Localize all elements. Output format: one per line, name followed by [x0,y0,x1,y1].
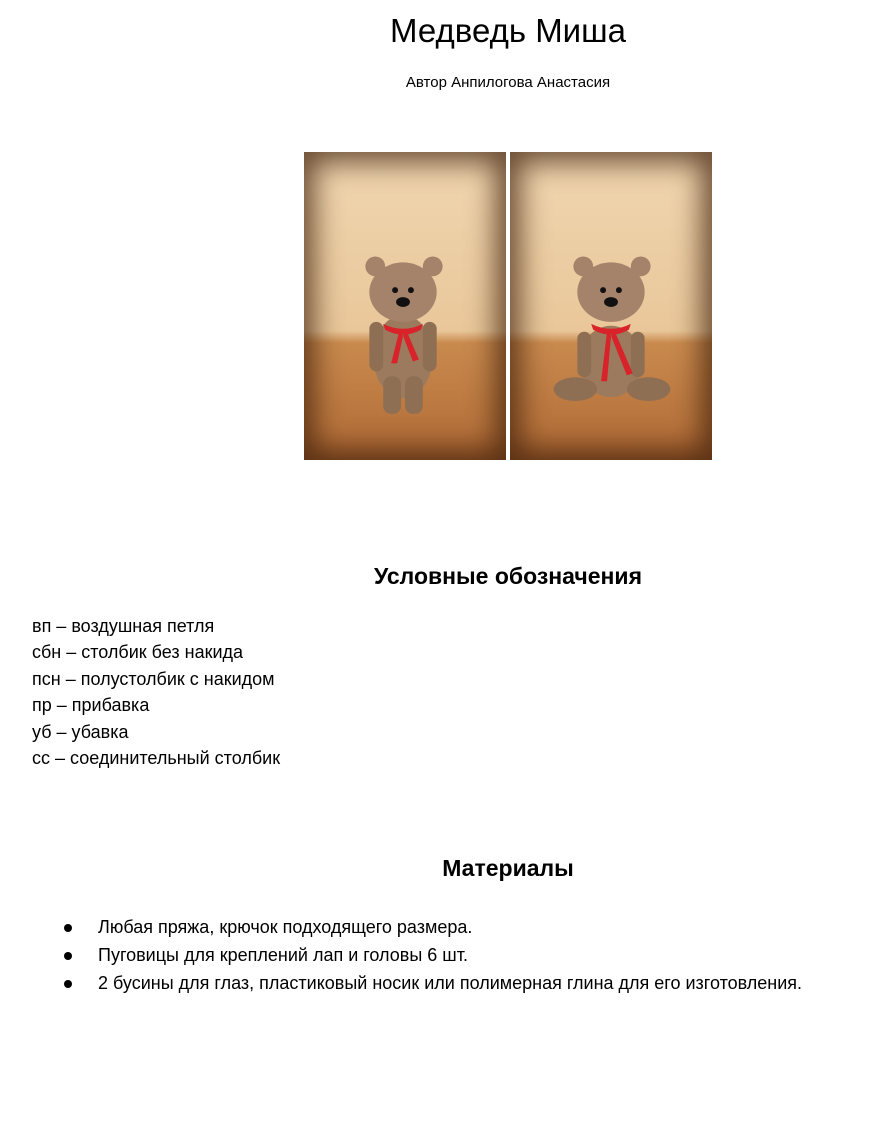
materials-item-text: 2 бусины для глаз, пластиковый носик или полимерная глина для его изготовления. [98,973,803,993]
legend-item: пр – прибавка [32,695,150,716]
materials-heading: Материалы [442,855,574,881]
legend-item: сбн – столбик без накида [32,642,244,663]
legend-item: сс – соединительный столбик [32,748,281,769]
photo-bear-standing [304,152,506,460]
legend-item: вп – воздушная петля [32,616,215,636]
legend-item: псн – полустолбик с накидом [32,668,275,689]
materials-item-text: Пуговицы для креплений лап и головы 6 шт. [98,945,468,965]
teddy-bear-standing-icon [304,152,506,460]
legend-item: уб – убавка [32,721,129,742]
materials-item [98,969,802,997]
author-line: Автор Анпилогова Анастасия [405,74,611,91]
document-title: Медведь Миша [390,12,626,49]
bullet-icon [64,980,72,988]
materials-item [98,913,802,941]
legend-heading: Условные обозначения [373,563,642,589]
legend-list [32,613,280,771]
bullet-icon [64,952,72,960]
teddy-bear-sitting-icon [510,152,712,460]
materials-list [98,913,802,997]
bullet-icon [64,924,72,932]
photo-collage [304,152,712,460]
materials-item-text: Любая пряжа, крючок подходящего размера. [98,917,473,937]
materials-item [98,941,802,969]
photo-bear-sitting [510,152,712,460]
